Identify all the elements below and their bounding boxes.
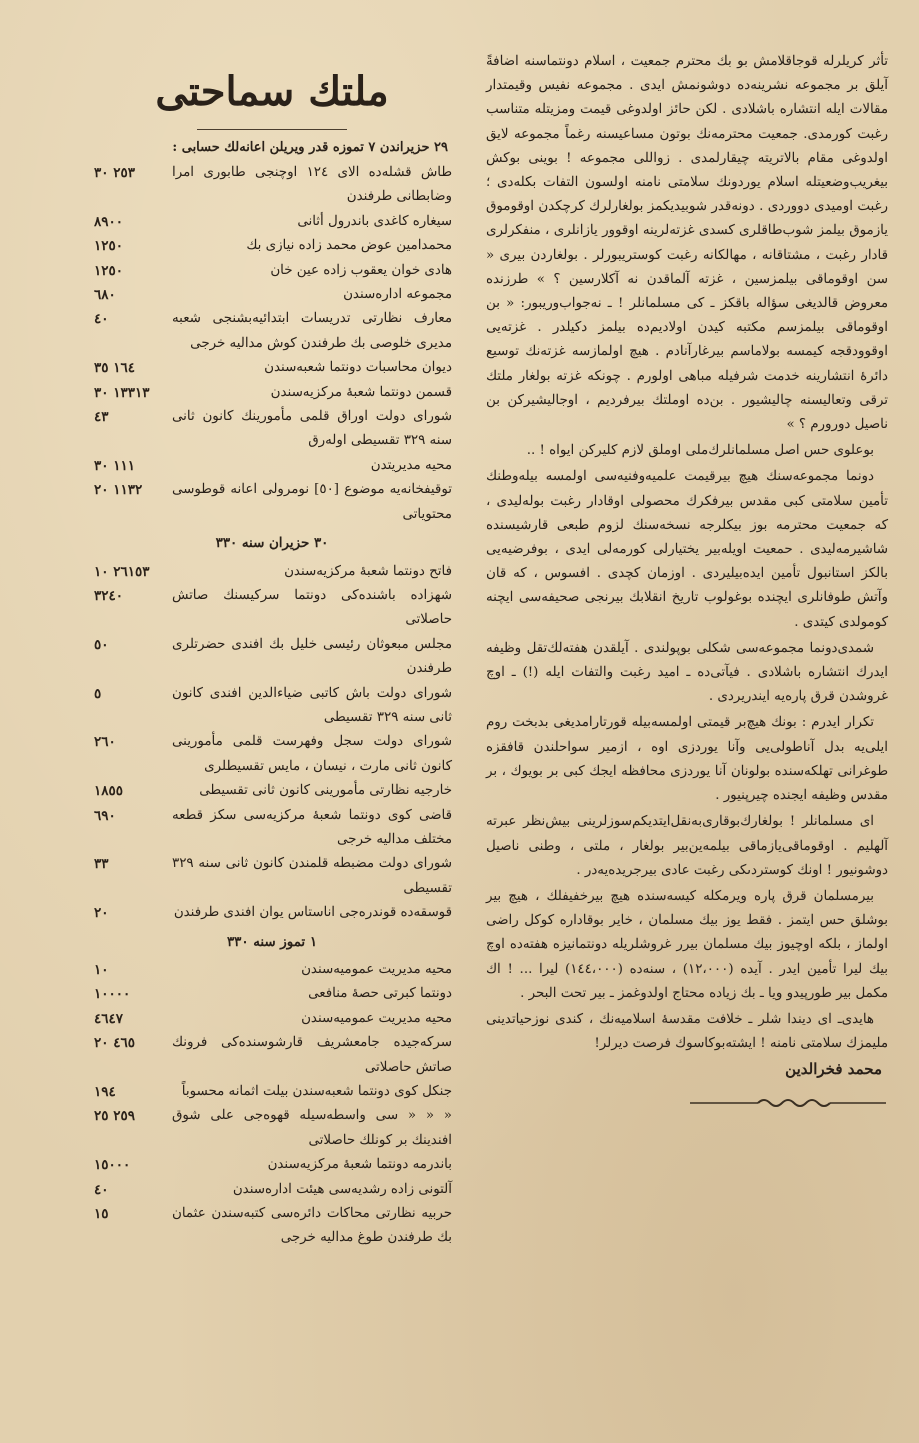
list-item (92, 1007, 452, 1031)
list-item (92, 307, 452, 356)
list-item (92, 1178, 452, 1202)
article-paragraph: تكرار ايدرم : بونك هيچ‌بر قيمتى اولمسه‌بيله قورتارامديغى بدبخت روم ايلى‌يه بدل آناطولى‌يى وآنا يوردزى اوه ، ازمير سواحلندن قافقزه طوغرانى تهلكه‌سنده بولونان آنا يوردزى محافظه ايجك كبى بر بويوك ، بر مقدس وظيفه ايجنده چيرپنيور . (486, 715, 888, 804)
entry-text: جنكل كوى دونتما شعبه‌سندن بيلت اثمانه محسوباً (181, 1084, 452, 1100)
entry-amount: ٦٨٠ (94, 287, 116, 304)
entry-amount: ١٨٥٥ (94, 783, 124, 800)
entry-list (92, 560, 452, 926)
list-item (92, 283, 452, 307)
article-paragraph: بيرمسلمان قرق پاره ويرمكله كيسه‌سنده هيچ بيرخفيفلك ، هيچ بير بوشلق حس ايتمز . فقط يوز بيك مسلمان ، خاير بوقاداره كوكل راضى اولماز ، بلكه اوچيوز بيك مسلمان بيرر غروشلريله دونتمانيزه هفته‌ده اوچ بيك ليرا تأمين ايدر . آيده (١٢،٠٠٠) ، سنه‌ده (١٤٤،٠٠٠) ليرا ... ! اك مكمل بير طورپيدو ويا ـ بك زياده محتاج اولدوغمز ـ بير تحت البحر . (486, 888, 889, 1001)
list-header: ٢٩ حزيراندن ٧ تموزه قدر ويريلن اعانه‌لك حسابى : (172, 140, 448, 155)
entry-amount: ٢٥٣ ٣٠ (94, 165, 135, 181)
list-item (92, 381, 452, 405)
entry-text: « « « سى واسطه‌سيله قهوه‌جى على شوق افندينك بر كونلك حاصلاتى (172, 1108, 452, 1148)
entry-amount: ٣٢٤٠ (94, 587, 124, 604)
list-item (92, 982, 452, 1006)
list-item (92, 1031, 452, 1080)
article-paragraph: بوعلوى حس اصل مسلمانلرك‌ملى اوملق لازم كليركن ايواه ! .. (526, 443, 874, 459)
list-item (92, 356, 452, 380)
entry-text: فاتح دونتما شعبهٔ مركزيه‌سندن (284, 563, 452, 579)
entry-amount: ١٠ (94, 962, 109, 978)
entry-text: محيه مديريت عموميه‌سندن (301, 962, 452, 977)
entry-amount: ٥٠ (94, 636, 109, 653)
entry-text: شهزاده باشنده‌كى دونتما سركيسنك صاتش حاصلاتى (172, 587, 452, 628)
entry-text: محيه مديريت عموميه‌سندن (301, 1010, 452, 1026)
entry-text: مجلس مبعوثان رئيسى خليل بك افندى حضرتلرى طرفندن (172, 636, 452, 677)
article-column (486, 50, 888, 1114)
entry-amount: ١٦٤ ٣٥ (94, 360, 135, 377)
date-header: ٣٠ حزيران سنه ٣٣٠ (215, 535, 329, 552)
list-item (92, 405, 452, 454)
entry-amount: ٤٠ (94, 311, 109, 328)
article-paragraph: هايدى‌ـ اى ديندا شلر ـ خلافت مقدسهٔ اسلاميه‌نك ، كندى نوزحياتدينى مليمزك سلامتى نامنه ! ايشته‌بوكاسوك فرصت ديرلر! (486, 1011, 888, 1052)
entry-text: قسمن دونتما شعبهٔ مركزيه‌سندن (270, 384, 452, 400)
list-item (92, 804, 452, 853)
list-item (92, 1202, 452, 1251)
list-item (92, 259, 452, 283)
ornament-divider-icon (688, 1096, 888, 1110)
title-rule (197, 129, 347, 130)
entry-amount: ٦٩٠ (94, 807, 116, 824)
entry-text: حربيه نظارتى محاكات دائره‌سى كتبه‌سندن عثمان بك طرفندن طوغ مداليه خرجى (172, 1206, 452, 1246)
entry-amount: ١٥٠٠٠ (94, 1157, 131, 1174)
entry-text: محيه مديريتدن (370, 457, 452, 473)
list-item (92, 958, 452, 982)
entry-text: آلتونى زاده رشديه‌سى هيئت اداره‌سندن (232, 1181, 452, 1197)
entry-amount: ١٢٥٠ (94, 238, 124, 255)
list-item (92, 852, 452, 901)
list-item (92, 478, 452, 527)
date-header: ١ تموز سنه ٣٣٠ (226, 933, 318, 950)
list-item (92, 454, 452, 478)
entry-list (92, 161, 452, 527)
list-item (92, 1080, 452, 1104)
entry-amount: ٥ (94, 685, 102, 702)
list-item (92, 560, 452, 584)
entry-text: قاضى كوى دونتما شعبهٔ مركزيه‌سى سكز قطعه مختلف مداليه خرجى (172, 807, 452, 847)
list-item (92, 730, 452, 779)
entry-text: قوسقه‌ده قوندره‌جى اناستاس يوان افندى طرفندن (173, 905, 452, 921)
author-signature: محمد فخرالدين (785, 1060, 882, 1079)
entry-amount: ٢٥٩ ٢٥ (94, 1108, 135, 1125)
entry-text: طاش قشله‌ده الاى ١٢٤ اوچنجى طابورى امرا وضابطانى طرفندن (172, 165, 452, 205)
entry-text: توقيفخانه‌يه موضوع [٥٠] نومرولى اعانه قوطوسى محتوياتى (172, 482, 452, 522)
entry-text: معارف نظارتى تدريسات ابتدائيه‌بشنجى شعبه مديرى خلوصى بك طرفندن كوش مداليه خرجى (172, 311, 452, 351)
entry-amount: ١٠٠٠٠ (94, 986, 131, 1003)
entry-list (92, 958, 452, 1251)
entry-amount: ١٢٥٠ (94, 262, 124, 279)
list-item (92, 682, 452, 731)
list-item (92, 901, 452, 925)
entry-amount: ٢٠ (94, 905, 109, 922)
list-item (92, 210, 452, 234)
donation-list-column (92, 60, 452, 1251)
entry-amount: ١٣٣١٣ ٣٠ (94, 384, 150, 401)
entry-amount: ٨٩٠٠ (94, 213, 124, 230)
entry-text: شوراى دولت اوراق قلمى مأمورينك كانون ثانى سنه ٣٢٩ تقسيطى اوله‌رق (172, 409, 452, 449)
entry-amount: ٢٦١٥٣ ١٠ (94, 563, 150, 580)
entry-amount: ٣٣ (94, 856, 109, 873)
entry-amount: ١١٣٢ ٢٠ (94, 482, 143, 499)
entry-text: سيغاره كاغدى باندرول أثانى (297, 213, 452, 229)
entry-text: مجموعه اداره‌سندن (343, 287, 452, 303)
entry-amount: ٤٠ (94, 1181, 109, 1198)
list-item (92, 584, 452, 633)
entry-text: ديوان محاسبات دونتما شعبه‌سندن (264, 360, 452, 376)
article-paragraph: اى مسلمانلر ! بولغارك‌بوقارى‌به‌نقل‌ايتديكم‌سوزلرينى بيش‌نظر عبرته آلهليم . اوقوماقى‌يازماقى بيلمه‌ين‌بير بولغار ، ملتى ، وطنى ناصيل دوشونيور ! اونك كوستردىكى رغبت عادى بيرجريده‌يه‌در . (486, 814, 888, 878)
entry-amount: ٢٦٠ (94, 734, 116, 751)
entry-text: محمدامين عوض محمد زاده نيازى بك (246, 238, 452, 254)
entry-amount: ١٥ (94, 1206, 109, 1223)
list-item (92, 633, 452, 682)
entry-amount: ٤٣ (94, 409, 109, 426)
entry-amount: ٤٦٥ ٢٠ (94, 1035, 135, 1052)
article-paragraph: تأثر كريلرله قوجاقلامش بو بك محترم جمعيت ، اسلام دونتماسنه اضافةً آيلق بر مجموعه نشرينه‌ده دوشونمش ايدى . مجموعه نفيس وقيمتدار مقالات ايله انتشاره باشلادى . لكن حائز اولدوغى قيمت ومزيتله متناسب رغبت كورمدى. جمعيت محترمه‌نك بوتون مساعيسنه رغماً مجموعه لايق اولدوغى مقام بالاتريته چيقارلمدى . زواللى مجموعه ! بوينى بوكش بيغريب‌وضعيتله اسلام يوردونك سلامتى نامنه اولسون التفات بكله‌دى ؛ رغبت اوميدى دووردى . دونه‌قدر شوبيديكمز بولغارلرك كرچكدن اوقوموق يازموق بيلمز شوب‌طاقلرى كسدى غزته‌لرينه اوقوور يازانلرى ، منفكرلرى قادار رغبت ، مشتاقانه ، مهالكانه رغبت كوستريبورلر . بولغاردن بيرى « سن اوقوماقى بيلمزسين ، غزته آلماقدن نه آكلارسين ؟ » طرزنده معروض قالديغى سؤاله باقكز ـ كى مسلمانلر ! ـ نه‌جواب‌وريبور: « بن اوقوماقى بيلمزسم مكتبه كيدن اولاديم‌ده بيلمز دكيلدر . غزته‌يى اوقوودقجه كيمسه بولاماسم بيرغارآنادم . هيچ اولمازسه غزته‌نك توسيع دائرهٔ انتشارينه خدمت شرفيله مباهى اولورم . چونكه غزته بولغار ملتك ترقى وتعاليسنه چاليشيور . بن‌ده اوملتك بيرفرديم ، اوجاليشيركن بن ناصيل دورورم ؟ » (486, 54, 888, 433)
entry-text: شوراى دولت مضبطه قلمندن كانون ثانى سنه ٣٢٩ تقسيطى (172, 856, 452, 896)
section-title: ملتك سماحتى (155, 68, 389, 115)
list-item (92, 779, 452, 803)
list-item (92, 1104, 452, 1153)
entry-text: هادى خوان يعقوب زاده عين خان (270, 262, 452, 278)
entry-text: شوراى دولت باش كاتبى ضياءالدين افندى كانون ثانى سنه ٣٢٩ تقسيطى (172, 685, 452, 725)
article-paragraph: دونما مجموعه‌سنك هيچ بيرقيمت علميه‌وفنيه‌سى اولمسه بيله‌وطنك تأمين سلامتى كبى مقدس بيرفكرك محصولى اوقادار رغبت بوله‌ليدى ، كه جمعيت محترمه بوز بيكلرجه نسخه‌سنك لزوم طبعى قارشيسنده شاشيرمه‌ليدى . حمعيت اويله‌بير يختيارلى كورمه‌لى ايدى ، بوفرضيه‌يى بالكز استانبول تأمين ايده‌بيليردى . اوزمان كچدى . افسوس ، كه قان وآتش طوفانلرى ايچنده بوغولوب تاريخ انقلابك بيرنجى صحيفه‌سى ايچنه كومولدى كيتدى . (486, 469, 888, 630)
entry-amount: ١٩٤ (94, 1084, 116, 1101)
entry-text: شوراى دولت سجل وفهرست قلمى مأمورينى كانون ثانى مارت ، نيسان ، مايس تقسيطلرى (172, 734, 452, 774)
entry-text: باندرمه دونتما شعبهٔ مركزيه‌سندن (267, 1157, 452, 1173)
list-item (92, 1153, 452, 1177)
entry-text: سركه‌جيده جامعشريف قارشوسنده‌كى فرونك صاتش حاصلاتى (172, 1035, 452, 1075)
article-paragraph: شمدى‌دونما مجموعه‌سى شكلى بوپولندى . آيلقدن هفته‌لك‌تقل وظيفه ايدرك انتشاره باشلادى . فيآتى‌ده ـ اميد رغبت والتفات ايله (!) ـ اوچ غروشدن قرق پاره‌يه ايندريردى . (486, 640, 888, 705)
entry-amount: ١١١ ٣٠ (94, 457, 135, 474)
entry-text: خارجيه نظارتى مأمورينى كانون ثانى تقسيطى (199, 783, 452, 799)
entry-amount: ٤٦٤٧ (94, 1010, 124, 1027)
entry-text: دونتما كبرتى حصهٔ منافعى (308, 986, 452, 1002)
list-item (92, 161, 452, 210)
list-item (92, 234, 452, 258)
